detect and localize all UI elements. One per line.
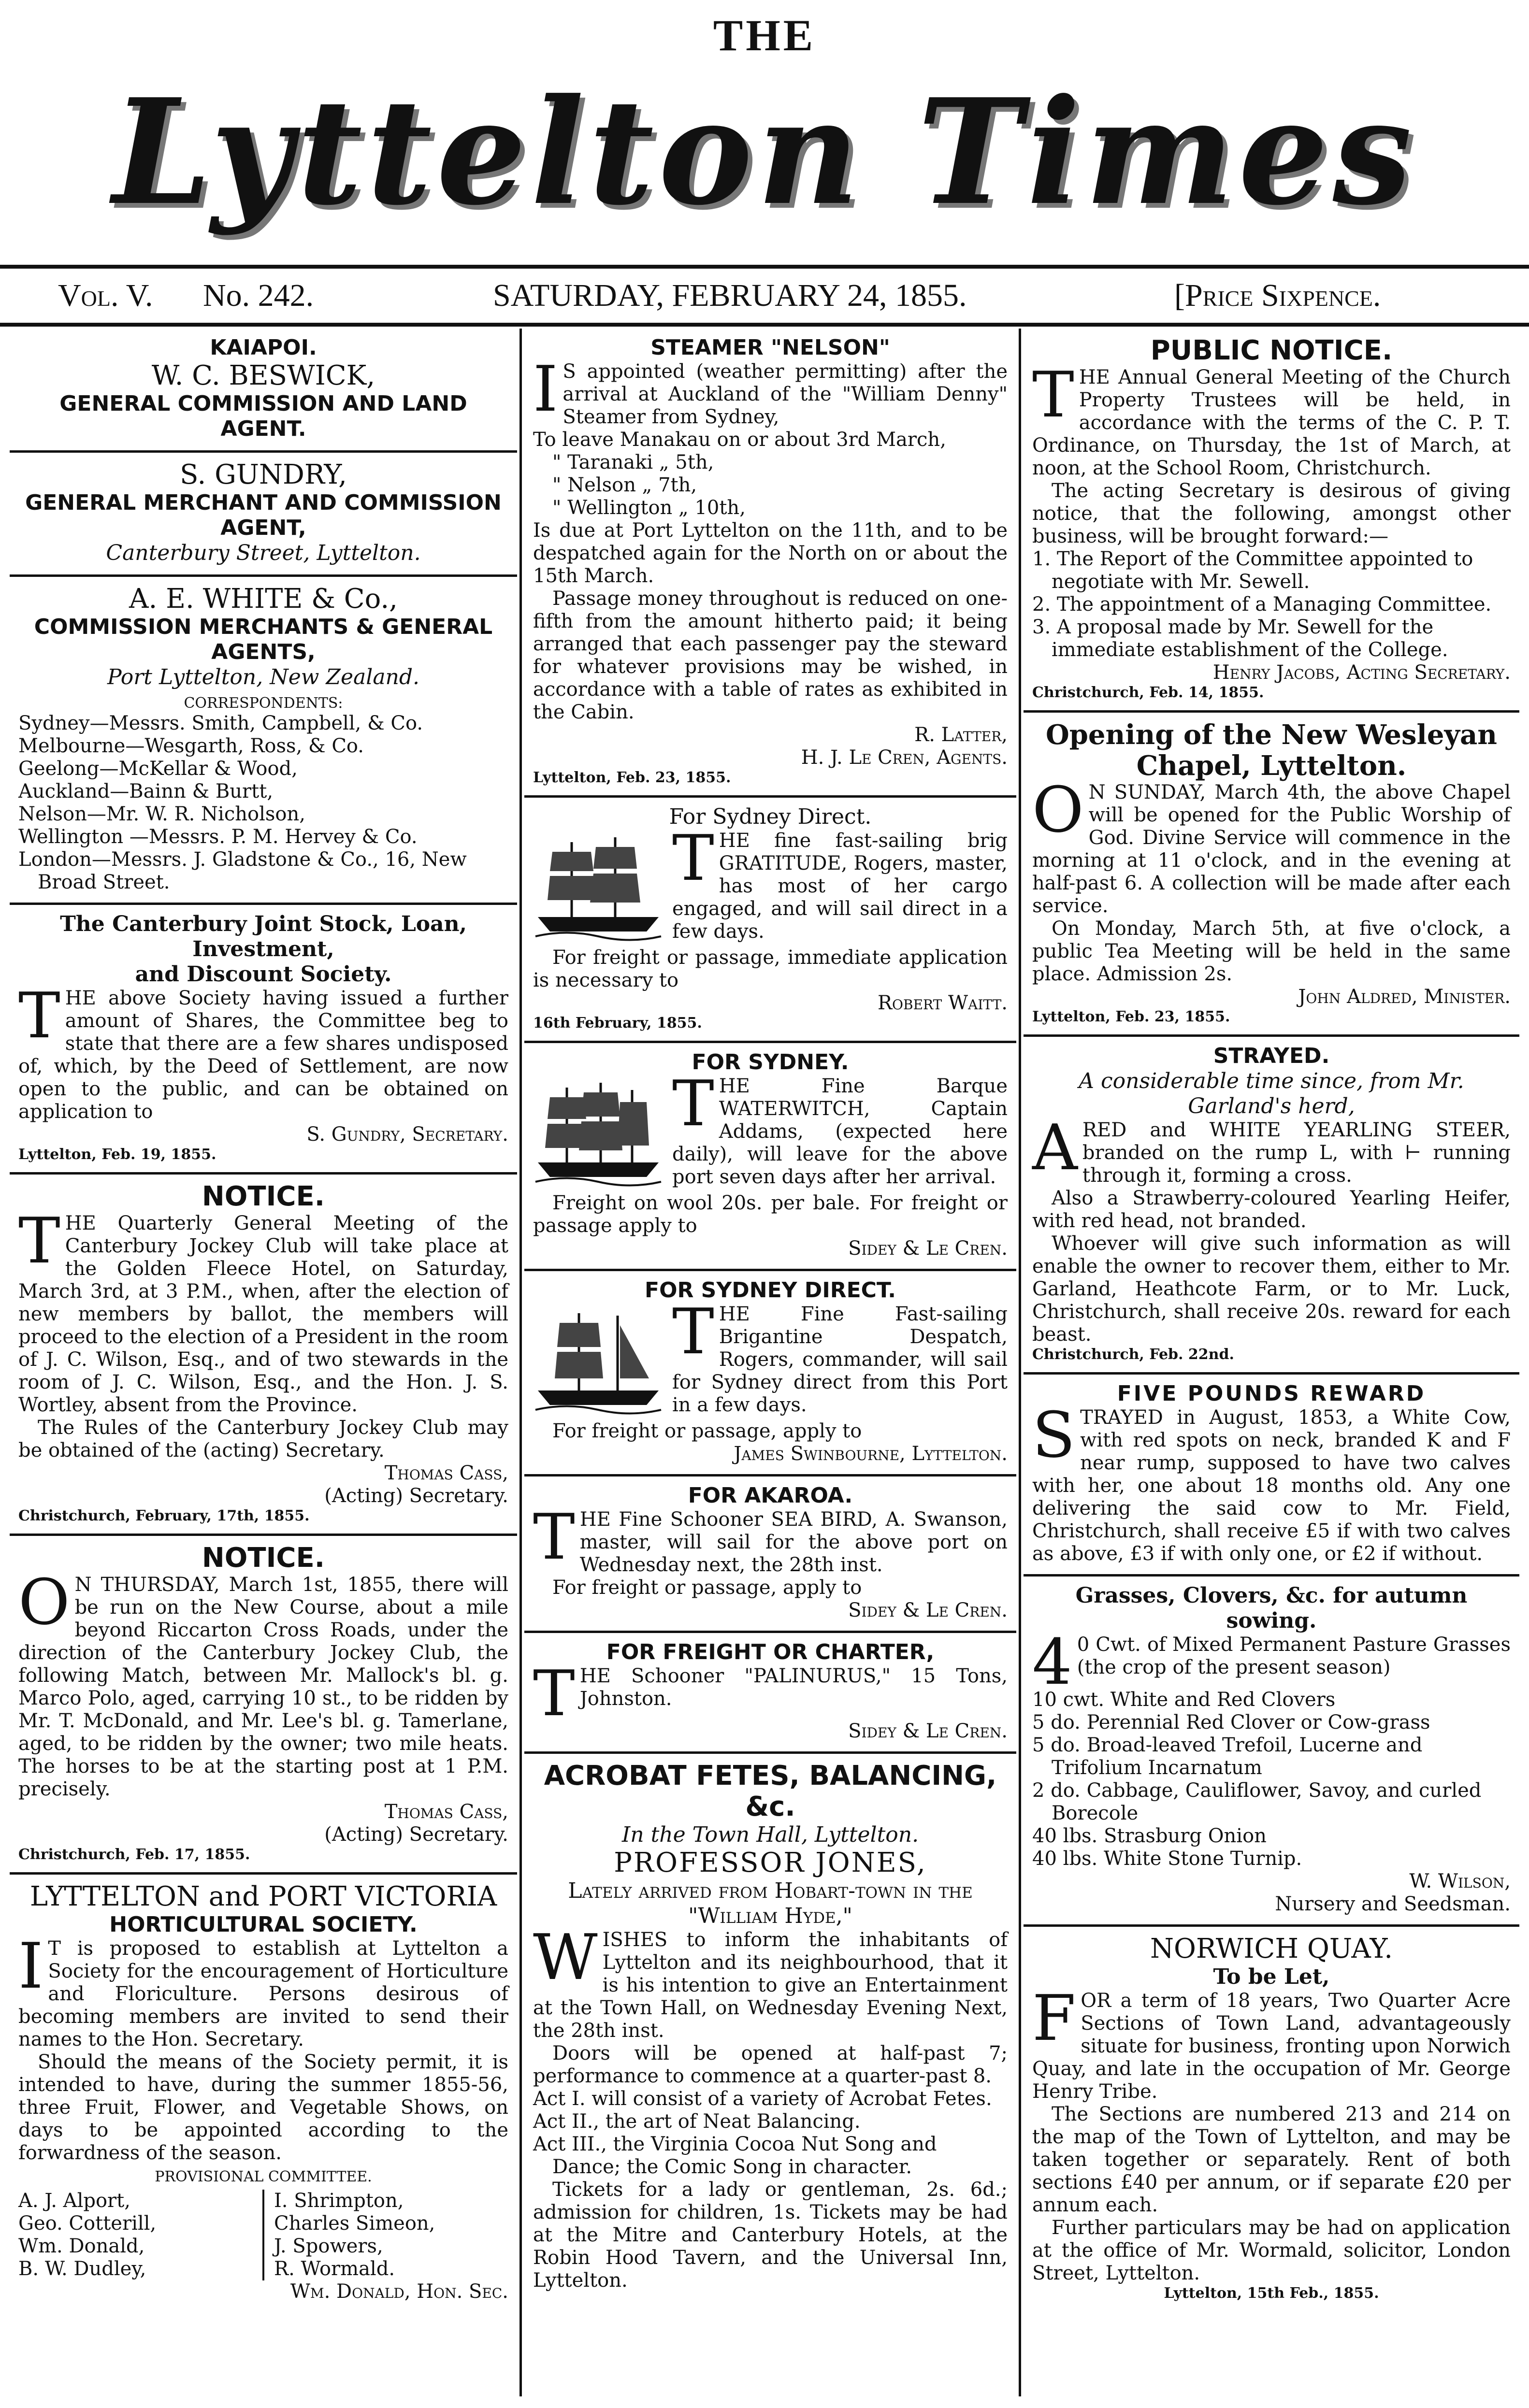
ad-date: 16th February, 1855.: [533, 1015, 702, 1032]
seed-item: 10 cwt. White and Red Clovers: [1032, 1689, 1336, 1711]
schedule-line: " Taranaki „ 5th,: [552, 451, 714, 473]
ad-heading: and Discount Society.: [135, 962, 392, 987]
ad-signature: Sidey & Le Cren.: [848, 1237, 1008, 1260]
ad-date: Christchurch, Feb. 17, 1855.: [18, 1846, 250, 1863]
ad-body: Further particulars may be had on application at the office of Mr. Wormald, solicitor, London Street, Lyttelton.: [1032, 2217, 1511, 2284]
schedule-line: " Wellington „ 10th,: [552, 497, 746, 519]
ad-body: ON THURSDAY, March 1st, 1855, there will be run on the New Course, about a mile beyond Riccarton Cross Roads, under the direction of the Canterbury Jockey Club, the following Match, between Mr. Mallock's bl. g. Marco Polo, aged, carrying 10 st., to be ridden by Mr. T. McDonald, and Mr. Lee's bl. g. Tamerlane, aged, to be ridden by the owner; two mile heats. The horses to be at the starting post at 1 P.M. precisely.: [18, 1565, 508, 1800]
ad-heading: FIVE POUNDS REWARD: [1117, 1381, 1426, 1406]
ad-heading: NOTICE.: [202, 1181, 325, 1212]
ad-name: W. C. BESWICK,: [151, 360, 375, 391]
ad-gratitude: [524, 798, 1016, 1043]
ad-body: THE Fine Barque WATERWITCH, Captain Addams, (expected here daily), will leave for the above port seven days after her arrival.: [672, 1067, 1008, 1188]
committee-member: Geo. Cotterill,: [18, 2212, 157, 2235]
committee-list: [18, 2190, 508, 2280]
ad-body: STRAYED in August, 1853, a White Cow, with red spots on neck, branded K and F near rump, supposed to have two calves with her, one about 18 months old. Any one delivering the said cow to Mr. Field, Christchurch, shall receive £5 if with two calves as above, £3 if with only one, or £2 if without.: [1032, 1398, 1511, 1565]
ad-horticultural: [10, 1875, 517, 2312]
ad-heading: STRAYED.: [1213, 1044, 1330, 1068]
ad-name: S. GUNDRY,: [180, 459, 347, 490]
ad-palinurus: [524, 1633, 1016, 1754]
committee-member: R. Wormald.: [274, 2258, 395, 2280]
ad-heading: STEAMER "NELSON": [650, 335, 890, 360]
price: [Price Sixpence.: [1174, 278, 1381, 313]
ad-date: Lyttelton, Feb. 23, 1855.: [533, 769, 731, 786]
ad-acrobat: [524, 1754, 1016, 2301]
bottom-rule: [0, 323, 1529, 327]
ad-heading: For Sydney Direct.: [669, 804, 872, 829]
ad-body: IT is proposed to establish at Lyttelton a Society for the encouragement of Horticulture and Floriculture. Persons desirous of becoming members are invited to send their names to the Hon. Secretary.: [18, 1929, 508, 2050]
ad-signature: Henry Jacobs, Acting Secretary.: [1212, 661, 1511, 684]
schedule-line: To leave Manakau on or about 3rd March,: [533, 429, 946, 451]
ad-sea-bird: [524, 1476, 1016, 1633]
ad-heading: FOR SYDNEY.: [692, 1050, 849, 1075]
ad-body: Whoever will give such information as will enable the owner to recover them, either to Mr. Garland, Heathcote Farm, or to Mr. Luck, Christchurch, shall receive 20s. reward for each beast.: [1032, 1233, 1511, 1346]
ad-body: On Monday, March 5th, at five o'clock, a public Tea Meeting will be held in the same place. Admission 2s.: [1032, 917, 1511, 985]
ad-signature: R. Latter,: [914, 724, 1008, 746]
ad-body: ON SUNDAY, March 4th, the above Chapel will be opened for the Public Worship of God. Divine Service will commence in the morning at 11 o'clock, and in the evening at half-past 6. A collection will be made after each service.: [1032, 773, 1511, 917]
ad-despatch: [524, 1271, 1016, 1476]
ad-body: Is due at Port Lyttelton on the 11th, and to be despatched again for the North on or about the 15th March.: [533, 519, 1008, 587]
committee-member: J. Spowers,: [274, 2235, 383, 2257]
ad-body: THE Annual General Meeting of the Church Property Trustees will be held, in accordance with the terms of the C. P. T. Ordinance, on Thursday, the 1st of March, at noon, at the School Room, Christchurch.: [1032, 358, 1511, 479]
business-item: 3. A proposal made by Mr. Sewell for the immediate establishment of the College.: [1032, 616, 1448, 661]
ship-icon: [533, 1078, 664, 1189]
ad-body: Passage money throughout is reduced on one-fifth from the amount hitherto paid; it being arranged that each passenger pay the steward for whatever provisions may be wished, in accordance with a table of rates as exhibited in the Cabin.: [533, 588, 1008, 723]
issue-date: SATURDAY, FEBRUARY 24, 1855.: [493, 278, 967, 313]
ad-date: Christchurch, Feb. 22nd.: [1032, 1346, 1234, 1363]
committee-member: I. Shrimpton,: [274, 2190, 404, 2212]
ad-strayed: [1024, 1037, 1519, 1375]
committee-member: Charles Simeon,: [274, 2212, 435, 2235]
ad-heading: Grasses, Clovers, &c. for autumn sowing.: [1075, 1583, 1468, 1633]
ad-heading: FOR FREIGHT OR CHARTER,: [606, 1640, 935, 1664]
committee-member: B. W. Dudley,: [18, 2258, 146, 2280]
dateline: [0, 271, 1529, 319]
ad-signature: S. Gundry, Secretary.: [306, 1123, 508, 1146]
ad-heading: PUBLIC NOTICE.: [1150, 335, 1393, 366]
ad-heading: FOR SYDNEY DIRECT.: [645, 1278, 896, 1303]
correspondent: London—Messrs. J. Gladstone & Co., 16, New Broad Street.: [18, 848, 467, 893]
business-item: 2. The appointment of a Managing Committee.: [1032, 593, 1492, 616]
ad-date: Lyttelton, 15th Feb., 1855.: [1164, 2285, 1379, 2302]
ad-body: The Sections are numbered 213 and 214 on the map of the Town of Lyttelton, and may be taken together or separately. Rent of both sections £40 per annum, or if separate £20 per annum each.: [1032, 2103, 1511, 2216]
ad-waterwitch: [524, 1043, 1016, 1271]
ad-signature: Thomas Cass,: [384, 1801, 508, 1823]
performer-name: PROFESSOR JONES,: [614, 1847, 927, 1878]
masthead-title: Lyttelton Times: [112, 67, 1417, 237]
ad-body: THE Quarterly General Meeting of the Canterbury Jockey Club will take place at the Golden Fleece Hotel, on Saturday, March 3rd, at 3 P.M., when, after the election of new members by ballot, the members will proceed to the election of a President in the room of J. C. Wilson, Esq., and of two stewards in the room of J. C. Wilson, Esq., and the Hon. J. S. Wortley, absent from the Province.: [18, 1204, 508, 1416]
ad-wesleyan-chapel: [1024, 713, 1519, 1037]
ad-body: For freight or passage, apply to: [552, 1577, 862, 1599]
correspondent: Nelson—Mr. W. R. Nicholson,: [18, 803, 305, 825]
ad-role: COMMISSION MERCHANTS & GENERAL AGENTS,: [34, 615, 493, 664]
column-1: [10, 329, 517, 2396]
correspondent: Wellington —Messrs. P. M. Hervey & Co.: [18, 826, 418, 848]
ad-body: IS appointed (weather permitting) after the arrival at Auckland of the "William Denny" Steamer from Sydney,: [533, 352, 1008, 428]
top-rule: [0, 265, 1529, 269]
seed-item: 2 do. Cabbage, Cauliflower, Savoy, and curled Borecole: [1032, 1779, 1482, 1824]
ad-norwich-quay: [1024, 1927, 1519, 2311]
seed-item: 5 do. Perennial Red Clover or Cow-grass: [1032, 1711, 1430, 1734]
ad-signature: (Acting) Secretary.: [324, 1823, 508, 1846]
ad-subheading: In the Town Hall, Lyttelton.: [621, 1822, 919, 1847]
ad-public-notice: [1024, 329, 1519, 713]
ad-body: Doors will be opened at half-past 7; performance to commence at a quarter-past 8.: [533, 2042, 1008, 2087]
ad-gundry: [10, 453, 517, 577]
ad-town: KAIAPOI.: [210, 335, 317, 360]
ad-signature: W. Wilson,: [1409, 1870, 1511, 1892]
ad-name: A. E. WHITE & Co.,: [129, 583, 398, 615]
ad-steamer-nelson: [524, 329, 1016, 798]
ad-signature: Nursery and Seedsman.: [1275, 1893, 1511, 1915]
ad-body: THE Fine Fast-sailing Brigantine Despatch, Rogers, commander, will sail for Sydney direct from this Port in a few days.: [672, 1295, 1008, 1416]
ad-body: For freight or passage, immediate application is necessary to: [533, 946, 1008, 991]
ad-signature: H. J. Le Cren, Agents.: [801, 746, 1008, 769]
committee-heading: PROVISIONAL COMMITTEE.: [155, 2168, 372, 2185]
committee-member: A. J. Alport,: [18, 2190, 130, 2212]
ad-body: THE Fine Schooner SEA BIRD, A. Swanson, master, will sail for the above port on Wednesday next, the 28th inst.: [533, 1500, 1008, 1576]
ad-body: 40 Cwt. of Mixed Permanent Pasture Grasses (the crop of the present season): [1032, 1625, 1511, 1699]
act-item: Act III., the Virginia Cocoa Nut Song and Dance; the Comic Song in character.: [533, 2133, 937, 2178]
ad-heading: LYTTELTON and PORT VICTORIA: [29, 1881, 497, 1912]
column-rule-1: [519, 329, 522, 2396]
correspondent: Geelong—McKellar & Wood,: [18, 758, 298, 780]
ad-notice-1: [10, 1175, 517, 1536]
ad-role: GENERAL MERCHANT AND COMMISSION AGENT,: [25, 490, 502, 540]
ad-signature: James Swinbourne, Lyttelton.: [734, 1443, 1008, 1465]
ad-body: The acting Secretary is desirous of giving notice, that the following, amongst other business, will be brought forward:—: [1032, 480, 1511, 547]
ad-subheading: A considerable time since, from Mr. Garland's herd,: [1079, 1069, 1464, 1118]
business-item: 1. The Report of the Committee appointed to negotiate with Mr. Sewell.: [1032, 548, 1473, 593]
column-3: [1024, 329, 1519, 2396]
masthead-the: THE: [713, 11, 816, 60]
ad-heading: FOR AKAROA.: [688, 1483, 853, 1508]
ad-address: Canterbury Street, Lyttelton.: [106, 541, 421, 565]
ad-body: THE above Society having issued a further amount of Shares, the Committee beg to state that there are a few shares undisposed of, which, by the Deed of Settlement, are now open to the public, and can be obtained on application to: [18, 979, 508, 1123]
ad-role: GENERAL COMMISSION AND LAND AGENT.: [59, 391, 467, 441]
ad-heading: ACROBAT FETES, BALANCING, &c.: [544, 1760, 997, 1822]
ad-signature: John Aldred, Minister.: [1298, 986, 1511, 1008]
ad-signature: Thomas Cass,: [384, 1462, 508, 1484]
ship-icon: [533, 832, 664, 944]
ad-body: THE fine fast-sailing brig GRATITUDE, Rogers, master, has most of her cargo engaged, and will sail direct in a few days.: [672, 821, 1008, 943]
ad-notice-2: [10, 1536, 517, 1875]
ad-heading: NORWICH QUAY.: [1150, 1933, 1393, 1964]
correspondent: Auckland—Bainn & Burtt,: [18, 780, 274, 803]
masthead: [0, 0, 1529, 263]
ad-reward: [1024, 1375, 1519, 1577]
ad-white: [10, 577, 517, 905]
seed-item: 5 do. Broad-leaved Trefoil, Lucerne and Trifolium Incarnatum: [1032, 1734, 1423, 1779]
ad-heading: HORTICULTURAL SOCIETY.: [109, 1912, 418, 1937]
ad-signature: Wm. Donald, Hon. Sec.: [290, 2280, 508, 2303]
ad-body: For freight or passage, apply to: [552, 1420, 862, 1442]
ad-signature: Robert Waitt.: [877, 992, 1008, 1014]
column-2: [524, 329, 1016, 2396]
ad-date: Lyttelton, Feb. 23, 1855.: [1032, 1008, 1230, 1025]
issue-number: No. 242.: [203, 278, 314, 313]
ad-address: Port Lyttelton, New Zealand.: [107, 665, 420, 689]
column-rule-2: [1019, 329, 1021, 2396]
ad-body: Also a Strawberry-coloured Yearling Heifer, with red head, not branded.: [1032, 1187, 1511, 1232]
act-item: Act II., the art of Neat Balancing.: [533, 2110, 861, 2133]
seed-item: 40 lbs. White Stone Turnip.: [1032, 1848, 1302, 1870]
ad-heading: NOTICE.: [202, 1542, 325, 1574]
ad-body: ARED and WHITE YEARLING STEER, branded on the rump L, with ⊢ running through it, forming a cross.: [1032, 1111, 1511, 1187]
ad-body: FOR a term of 18 years, Two Quarter Acre Sections of Town Land, advantageously situate for business, fronting upon Norwich Quay, and late in the occupation of Mr. George Henry Tribe.: [1032, 1981, 1511, 2103]
ad-subheading: To be Let,: [1213, 1964, 1330, 1989]
ad-heading: Opening of the New Wesleyan Chapel, Lyttelton.: [1045, 719, 1497, 782]
ad-body: Freight on wool 20s. per bale. For freight or passage apply to: [533, 1192, 1008, 1237]
ad-body: Should the means of the Society permit, it is intended to have, during the summer 1855-56, three Fruit, Flower, and Vegetable Shows, on days to be appointed according to the forwardness of the season.: [18, 2051, 508, 2164]
committee-member: Wm. Donald,: [18, 2235, 145, 2257]
volume: Vol. V.: [58, 278, 153, 313]
ship-icon: [533, 1306, 664, 1417]
ad-body: Tickets for a lady or gentleman, 2s. 6d.; admission for children, 1s. Tickets may be had at the Mitre and Canterbury Hotels, at the Robin Hood Tavern, and the Universal Inn, Lyttelton.: [533, 2179, 1008, 2292]
ad-signature: Sidey & Le Cren.: [848, 1599, 1008, 1621]
ad-beswick: [10, 329, 517, 453]
correspondents-heading: CORRESPONDENTS:: [184, 695, 343, 712]
ad-date: Christchurch, Feb. 14, 1855.: [1032, 684, 1264, 701]
ad-subheading: Lately arrived from Hobart-town in the "William Hyde,": [568, 1878, 973, 1928]
ad-grasses: [1024, 1577, 1519, 1927]
seed-item: 40 lbs. Strasburg Onion: [1032, 1825, 1267, 1847]
ad-date: Lyttelton, Feb. 19, 1855.: [18, 1146, 216, 1163]
ad-body: The Rules of the Canterbury Jockey Club may be obtained of the (acting) Secretary.: [18, 1417, 508, 1462]
ad-date: Christchurch, February, 17th, 1855.: [18, 1507, 310, 1524]
ad-body: THE Schooner "PALINURUS," 15 Tons, Johnston.: [533, 1657, 1008, 1730]
ad-signature: (Acting) Secretary.: [324, 1485, 508, 1507]
act-item: Act I. will consist of a variety of Acrobat Fetes.: [533, 2088, 992, 2110]
ad-body: WISHES to inform the inhabitants of Lyttelton and its neighbourhood, that it is his intention to give an Entertainment at the Town Hall, on Wednesday Evening Next, the 28th inst.: [533, 1921, 1008, 2042]
ad-society: [10, 905, 517, 1175]
correspondent: Sydney—Messrs. Smith, Campbell, & Co.: [18, 712, 423, 734]
ad-signature: Sidey & Le Cren.: [848, 1720, 1008, 1742]
ad-heading: The Canterbury Joint Stock, Loan, Investment,: [60, 912, 467, 961]
schedule-line: " Nelson „ 7th,: [552, 474, 697, 496]
correspondent: Melbourne—Wesgarth, Ross, & Co.: [18, 735, 364, 757]
